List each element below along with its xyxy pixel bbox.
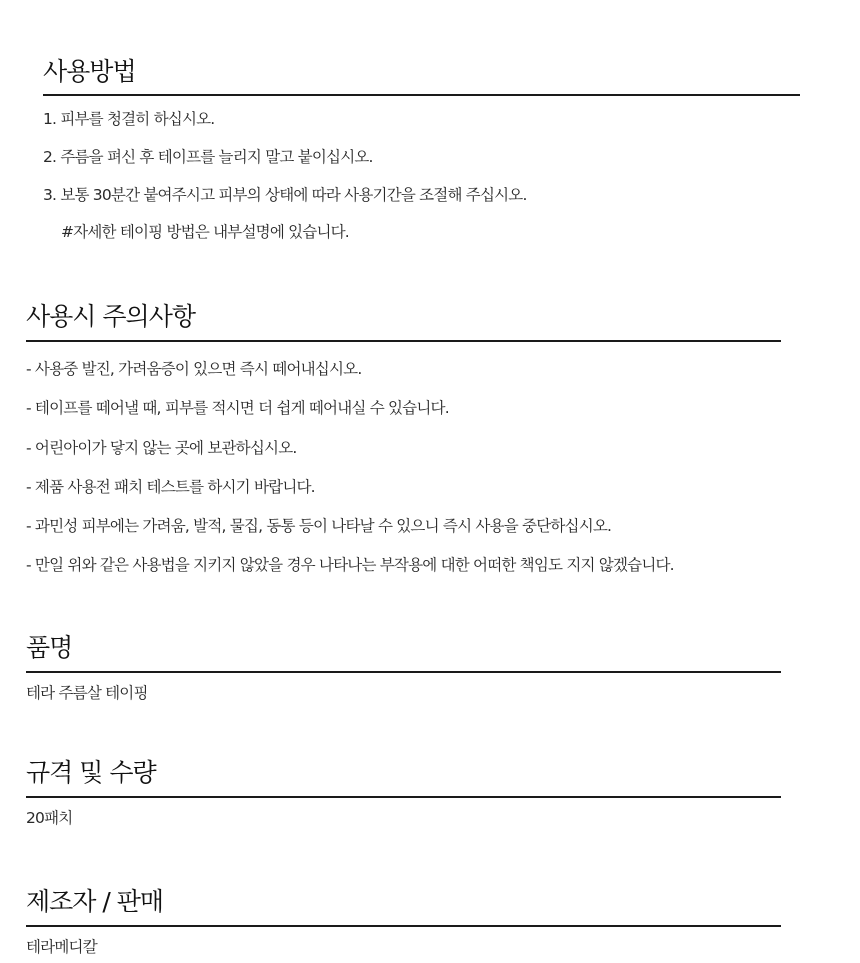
usage-step: 1. 피부를 청결히 하십시오. [43, 110, 215, 128]
usage-section [43, 55, 800, 260]
caution-item: - 테이프를 떼어낼 때, 피부를 적시면 더 쉽게 떼어내실 수 있습니다. [26, 399, 449, 418]
maker-heading: 제조자 / 판매 [26, 887, 164, 916]
caution-item: - 과민성 피부에는 가려움, 발적, 물집, 동통 등이 나타날 수 있으니 즉시 사용을 중단하십시오. [26, 517, 612, 536]
usage-steps-list [43, 109, 800, 242]
spec-heading: 규격 및 수량 [26, 758, 156, 787]
maker-section [26, 885, 781, 957]
product-name-divider [26, 671, 781, 673]
usage-divider [43, 94, 800, 96]
caution-divider [26, 340, 781, 342]
caution-item: - 사용중 발진, 가려움증이 있으면 즉시 떼어내십시오. [26, 360, 362, 378]
caution-item: - 어린아이가 닿지 않는 곳에 보관하십시오. [26, 438, 297, 457]
caution-list [26, 359, 781, 575]
caution-heading: 사용시 주의사항 [26, 302, 195, 331]
product-name-heading: 품명 [26, 633, 73, 662]
caution-item: - 제품 사용전 패치 테스트를 하시기 바랍니다. [26, 477, 315, 496]
usage-step: 2. 주름을 펴신 후 테이프를 늘리지 말고 붙이십시오. [43, 148, 373, 166]
maker-value: 테라메디칼 [26, 938, 97, 956]
usage-heading: 사용방법 [43, 57, 136, 86]
caution-section [26, 300, 781, 595]
spec-divider [26, 796, 781, 798]
maker-divider [26, 925, 781, 927]
spec-section [26, 756, 781, 828]
usage-step: 3. 보통 30분간 붙여주시고 피부의 상태에 따라 사용기간을 조절해 주십시오. [43, 186, 527, 204]
spec-value: 20패치 [26, 809, 73, 827]
caution-item: - 만일 위와 같은 사용법을 지키지 않았을 경우 나타나는 부작용에 대한 어떠한 책임도 지지 않겠습니다. [26, 556, 674, 575]
usage-note: #자세한 테이핑 방법은 내부설명에 있습니다. [61, 223, 349, 241]
product-name-section [26, 631, 781, 703]
product-name-value: 테라 주름살 테이핑 [26, 684, 148, 702]
